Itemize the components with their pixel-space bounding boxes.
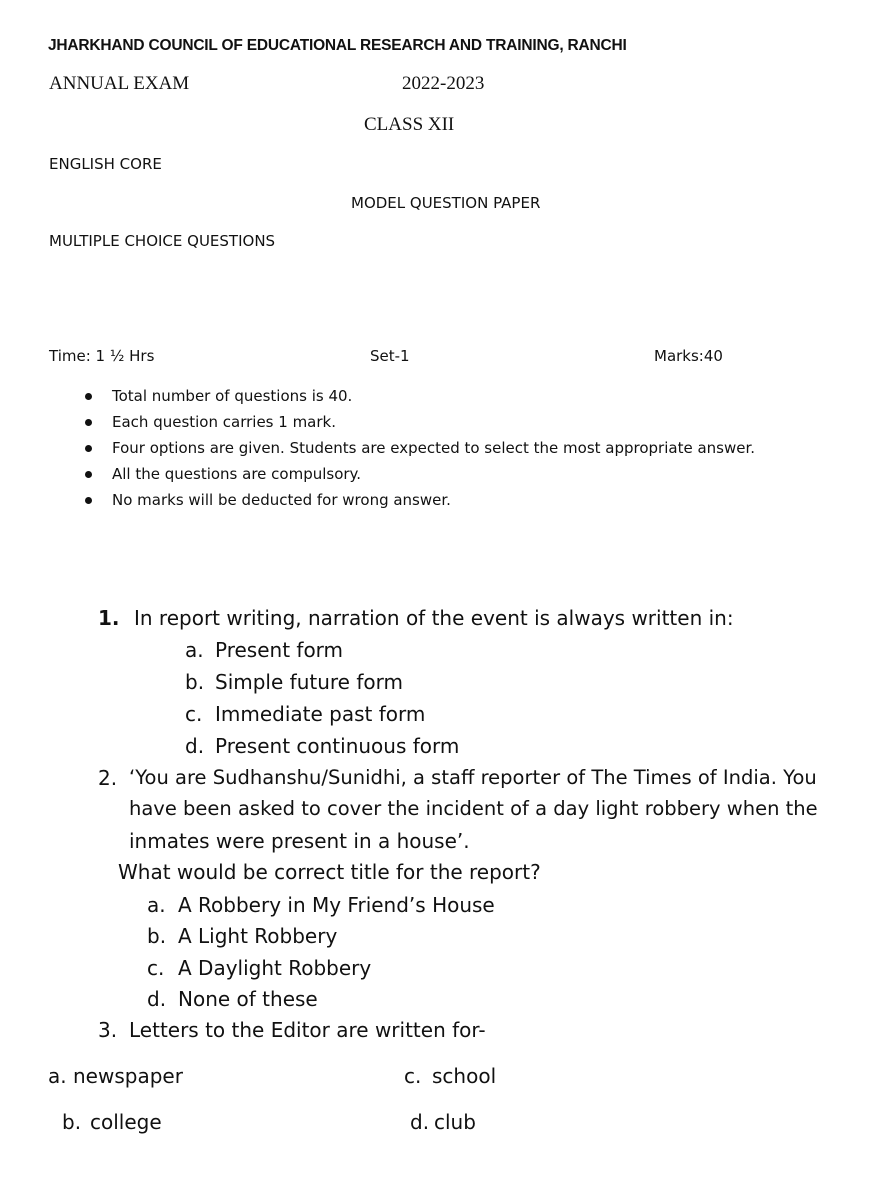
instruction-item: All the questions are compulsory. (85, 463, 755, 489)
bullet-icon (85, 497, 92, 504)
option-text: Simple future form (215, 670, 403, 694)
option-text: None of these (178, 987, 318, 1011)
bullet-icon (85, 445, 92, 452)
option-letter: c. (147, 956, 165, 980)
option-letter: a. (185, 638, 204, 662)
option-text: Present form (215, 638, 344, 662)
option-letter: b. (147, 924, 167, 948)
question-number: 2. (98, 766, 118, 790)
option-text: club (434, 1110, 476, 1134)
question-text: have been asked to cover the incident of a day light robbery when the (129, 797, 818, 820)
class-label: CLASS XII (364, 114, 455, 135)
option-text: A Daylight Robbery (178, 956, 372, 980)
option-letter: b. (62, 1110, 82, 1134)
time-label: Time: 1 ½ Hrs (49, 347, 155, 365)
option-letter: d. (410, 1110, 430, 1134)
option-text: school (432, 1064, 497, 1088)
question-number: 3. (98, 1018, 118, 1042)
bullet-icon (85, 471, 92, 478)
question-number: 1. (98, 606, 120, 630)
bullet-icon (85, 419, 92, 426)
option-text: newspaper (73, 1064, 183, 1088)
option-letter: d. (147, 987, 167, 1011)
instruction-item: Four options are given. Students are expected to select the most appropriate answer. (85, 437, 755, 463)
instruction-item: Total number of questions is 40. (85, 385, 755, 411)
option-letter: b. (185, 670, 205, 694)
question-text: In report writing, narration of the event is always written in: (134, 606, 734, 630)
question-prompt: What would be correct title for the report? (118, 860, 541, 884)
exam-year: 2022-2023 (402, 73, 485, 94)
paper-type: MODEL QUESTION PAPER (351, 194, 541, 212)
question-text: inmates were present in a house’. (129, 829, 470, 853)
option-text: A Light Robbery (178, 924, 338, 948)
question-text: Letters to the Editor are written for- (129, 1018, 486, 1042)
instruction-item: Each question carries 1 mark. (85, 411, 755, 437)
instructions-list (85, 385, 755, 515)
section-label: MULTIPLE CHOICE QUESTIONS (49, 232, 276, 250)
option-letter: a. (147, 893, 166, 917)
option-letter: d. (185, 734, 205, 758)
set-label: Set-1 (370, 347, 410, 365)
marks-label: Marks:40 (654, 347, 723, 365)
instruction-item: No marks will be deducted for wrong answer. (85, 489, 755, 515)
option-text: college (90, 1110, 162, 1134)
bullet-icon (85, 393, 92, 400)
subject-label: ENGLISH CORE (49, 155, 162, 173)
option-text: Immediate past form (215, 702, 426, 726)
option-letter: c. (185, 702, 203, 726)
option-letter: a. (48, 1064, 67, 1088)
question-text: ‘You are Sudhanshu/Sunidhi, a staff reporter of The Times of India. You (129, 766, 817, 789)
council-title: JHARKHAND COUNCIL OF EDUCATIONAL RESEARCH AND TRAINING, RANCHI (48, 37, 627, 54)
option-text: Present continuous form (215, 734, 460, 758)
option-letter: c. (404, 1064, 422, 1088)
exam-name: ANNUAL EXAM (49, 73, 190, 94)
option-text: A Robbery in My Friend’s House (178, 893, 495, 917)
